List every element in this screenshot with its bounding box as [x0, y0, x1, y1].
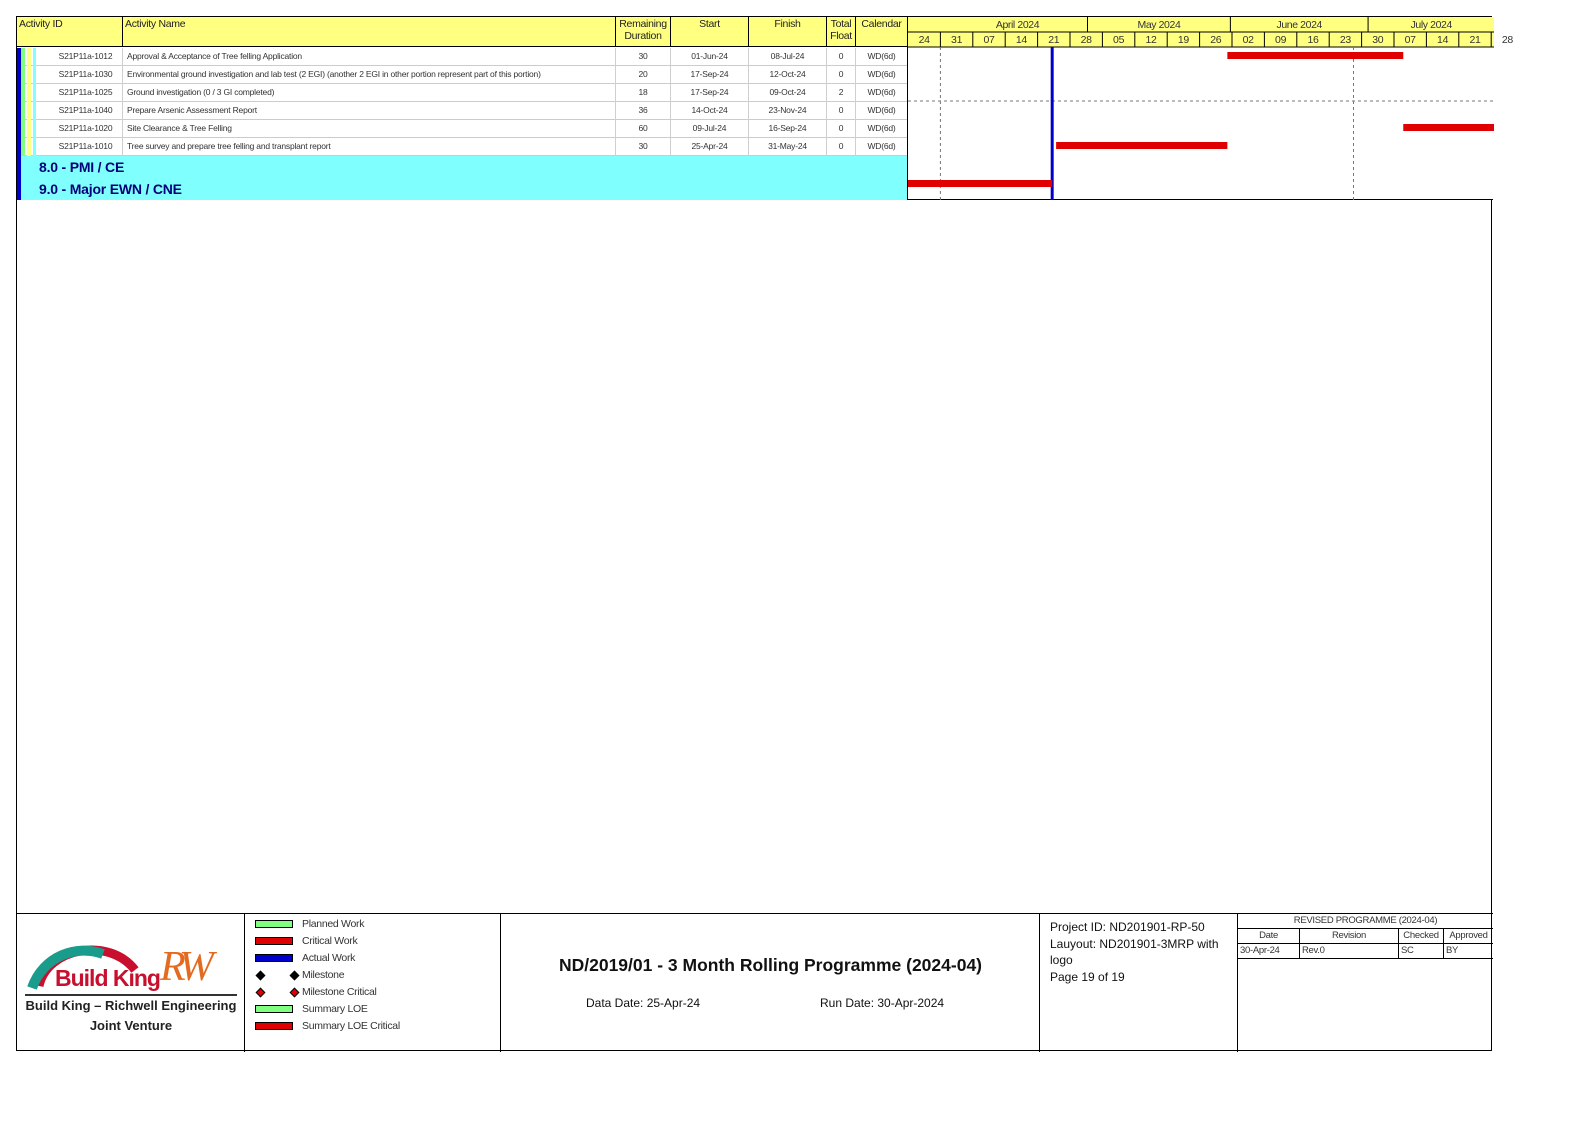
wbs-band-label: 9.0 - Major EWN / CNE [39, 181, 182, 197]
month-label: April 2024 [995, 19, 1040, 31]
cell-remaining-duration: 36 [616, 102, 671, 120]
legend-label: Milestone [302, 969, 345, 981]
wbs-indent-stripe [27, 102, 31, 120]
layout-name-cont: logo [1050, 953, 1073, 967]
week-label: 02 [1242, 34, 1254, 46]
cell-remaining-duration: 30 [616, 138, 671, 156]
week-label: 21 [1469, 34, 1481, 46]
wbs-indent-stripe [33, 102, 36, 120]
week-label: 28 [1080, 34, 1092, 46]
legend-label: Actual Work [302, 952, 356, 964]
wbs-indent-stripe [21, 120, 25, 138]
gantt-bar [1056, 142, 1227, 149]
week-label: 07 [1404, 34, 1416, 46]
wbs-indent-stripe [21, 102, 25, 120]
week-label: 05 [1113, 34, 1125, 46]
revision-header-approved: Approved [1444, 929, 1493, 944]
table-row[interactable] [17, 48, 907, 66]
wbs-indent-stripe [21, 48, 25, 66]
week-label: 12 [1145, 34, 1157, 46]
logo-caption-line1: Build King – Richwell Engineering [25, 998, 237, 1013]
week-label: 07 [983, 34, 995, 46]
cell-calendar: WD(6d) [867, 141, 896, 151]
week-label: 24 [918, 34, 930, 46]
cell-start: 25-Apr-24 [671, 138, 749, 156]
legend-item [255, 952, 495, 966]
week-label: 14 [1437, 34, 1449, 46]
wbs-band[interactable] [17, 156, 907, 178]
cell-remaining-duration: 30 [616, 48, 671, 66]
cell-total-float: 0 [827, 102, 856, 120]
run-date-label: Run Date: 30-Apr-2024 [820, 996, 945, 1010]
wbs-indent-stripe [21, 138, 25, 156]
wbs-indent-stripe [27, 48, 31, 66]
cell-activity-id: S21P11a-1030 [49, 66, 123, 84]
cell-activity-name: Tree survey and prepare tree felling and transplant report [123, 138, 616, 156]
wbs-band[interactable] [17, 178, 907, 200]
wbs-indent-stripe [33, 120, 36, 138]
header-remaining-duration[interactable]: Remaining Duration [616, 17, 671, 47]
logo-divider [25, 994, 237, 996]
cell-activity-name: Approval & Acceptance of Tree felling Application [123, 48, 616, 66]
cell-total-float: 0 [827, 48, 856, 66]
cell-total-float: 0 [827, 138, 856, 156]
cell-activity-name: Prepare Arsenic Assessment Report [123, 102, 616, 120]
title-block [17, 913, 1493, 1052]
gantt-bar [1227, 52, 1403, 59]
data-date-label: Data Date: 25-Apr-24 [586, 996, 701, 1010]
table-row[interactable] [17, 84, 907, 102]
legend-item [255, 986, 495, 1000]
legend-milestone-diamond [290, 971, 300, 981]
revision-date: 30-Apr-24 [1238, 944, 1300, 959]
table-row[interactable] [17, 66, 907, 84]
legend-milestone-diamond [256, 988, 266, 998]
week-label: 16 [1307, 34, 1319, 46]
wbs-band-stripe [17, 178, 21, 200]
logo-rw-mark: RW [160, 944, 208, 990]
page-number: Page 19 of 19 [1050, 970, 1125, 984]
header-start[interactable]: Start [671, 17, 749, 47]
gantt-bar [1403, 124, 1494, 131]
revision-checked: SC [1399, 944, 1444, 959]
wbs-indent-stripe [33, 48, 36, 66]
logo-caption-line2: Joint Venture [89, 1018, 173, 1033]
logo-brand-text: Build King [55, 965, 160, 991]
wbs-indent-stripe [27, 138, 31, 156]
revision-section [1238, 914, 1493, 1052]
project-id: Project ID: ND201901-RP-50 [1050, 920, 1205, 934]
month-label: May 2024 [1137, 19, 1181, 31]
legend-label: Summary LOE [302, 1003, 368, 1015]
table-row[interactable] [17, 138, 907, 156]
header-activity-name[interactable]: Activity Name [123, 17, 616, 47]
legend-label: Planned Work [302, 918, 365, 930]
legend-item [255, 1020, 495, 1034]
cell-finish: 16-Sep-24 [749, 120, 827, 138]
cell-total-float: 0 [827, 120, 856, 138]
legend-bar-swatch [255, 937, 293, 945]
month-label: June 2024 [1276, 19, 1322, 31]
cell-finish: 31-May-24 [749, 138, 827, 156]
cell-remaining-duration: 60 [616, 120, 671, 138]
programme-title-section [501, 914, 1040, 1052]
cell-activity-name: Environmental ground investigation and lab test (2 EGI) (another 2 EGI in other portion represent part of this portion) [123, 66, 616, 84]
cell-activity-id: S21P11a-1040 [49, 102, 123, 120]
wbs-indent-stripe [33, 138, 36, 156]
revision-title: REVISED PROGRAMME (2024-04) [1238, 915, 1493, 929]
week-label: 30 [1372, 34, 1384, 46]
table-header [17, 17, 907, 47]
legend-section [245, 914, 501, 1052]
cell-calendar: WD(6d) [867, 123, 896, 133]
cell-activity-id: S21P11a-1010 [49, 138, 123, 156]
legend-item [255, 969, 495, 983]
week-label: 14 [1015, 34, 1027, 46]
cell-activity-id: S21P11a-1012 [49, 48, 123, 66]
cell-calendar: WD(6d) [867, 69, 896, 79]
cell-finish: 12-Oct-24 [749, 66, 827, 84]
legend-milestone-diamond [290, 988, 300, 998]
cell-finish: 08-Jul-24 [749, 48, 827, 66]
week-label: 28 [1501, 34, 1513, 46]
week-label: 31 [951, 34, 963, 46]
summary-bar [908, 180, 1052, 187]
cell-activity-name: Ground investigation (0 / 3 GI completed) [123, 84, 616, 102]
revision-header-date: Date [1238, 929, 1300, 944]
cell-total-float: 2 [827, 84, 856, 102]
wbs-indent-stripe [21, 66, 25, 84]
header-activity-id[interactable]: Activity ID [17, 17, 123, 47]
cell-start: 14-Oct-24 [671, 102, 749, 120]
cell-start: 17-Sep-24 [671, 66, 749, 84]
wbs-band-label: 8.0 - PMI / CE [39, 159, 125, 175]
cell-activity-id: S21P11a-1025 [49, 84, 123, 102]
revision-header-revision: Revision [1300, 929, 1399, 944]
programme-title: ND/2019/01 - 3 Month Rolling Programme (2024-04) [558, 955, 983, 975]
wbs-indent-stripe [27, 66, 31, 84]
week-label: 19 [1177, 34, 1189, 46]
project-info-section [1040, 914, 1238, 1052]
revision-header-checked: Checked [1399, 929, 1444, 944]
layout-name: Lauyout: ND201901-3MRP with [1050, 937, 1219, 951]
table-row[interactable] [17, 120, 907, 138]
cell-remaining-duration: 18 [616, 84, 671, 102]
cell-finish: 09-Oct-24 [749, 84, 827, 102]
month-label: July 2024 [1410, 19, 1452, 31]
week-label: 21 [1048, 34, 1060, 46]
legend-bar-swatch [255, 954, 293, 962]
wbs-band-stripe [17, 156, 21, 178]
legend-bar-swatch [255, 920, 293, 928]
legend-label: Milestone Critical [302, 986, 377, 998]
wbs-indent-stripe [27, 120, 31, 138]
legend-bar-swatch [255, 1022, 293, 1030]
gantt-canvas [908, 17, 1513, 200]
wbs-indent-stripe [33, 66, 36, 84]
cell-calendar: WD(6d) [867, 51, 896, 61]
cell-start: 01-Jun-24 [671, 48, 749, 66]
legend-milestone-diamond [256, 971, 266, 981]
week-label: 26 [1210, 34, 1222, 46]
build-king-rw-logo [17, 922, 245, 1002]
legend-label: Summary LOE Critical [302, 1020, 400, 1032]
week-label: 09 [1275, 34, 1287, 46]
programme-sheet [16, 16, 1513, 1051]
week-label: 23 [1339, 34, 1351, 46]
cell-start: 09-Jul-24 [671, 120, 749, 138]
wbs-indent-stripe [27, 84, 31, 102]
wbs-indent-stripe [21, 84, 25, 102]
cell-start: 17-Sep-24 [671, 84, 749, 102]
header-calendar[interactable]: Calendar [861, 18, 902, 30]
wbs-indent-stripe [33, 84, 36, 102]
revision-approved: BY [1444, 944, 1493, 959]
logo-section [17, 914, 245, 1052]
cell-total-float: 0 [827, 66, 856, 84]
legend-item [255, 1003, 495, 1017]
revision-number: Rev.0 [1300, 944, 1399, 959]
cell-calendar: WD(6d) [867, 87, 896, 97]
cell-calendar: WD(6d) [867, 105, 896, 115]
legend-bar-swatch [255, 1005, 293, 1013]
table-row[interactable] [17, 102, 907, 120]
legend-item [255, 918, 495, 932]
cell-activity-id: S21P11a-1020 [49, 120, 123, 138]
legend-item [255, 935, 495, 949]
cell-activity-name: Site Clearance & Tree Felling [123, 120, 616, 138]
cell-finish: 23-Nov-24 [749, 102, 827, 120]
gantt-chart [907, 17, 1513, 200]
header-total-float[interactable]: Total Float [827, 17, 856, 47]
cell-remaining-duration: 20 [616, 66, 671, 84]
header-finish[interactable]: Finish [749, 17, 827, 47]
legend-label: Critical Work [302, 935, 358, 947]
